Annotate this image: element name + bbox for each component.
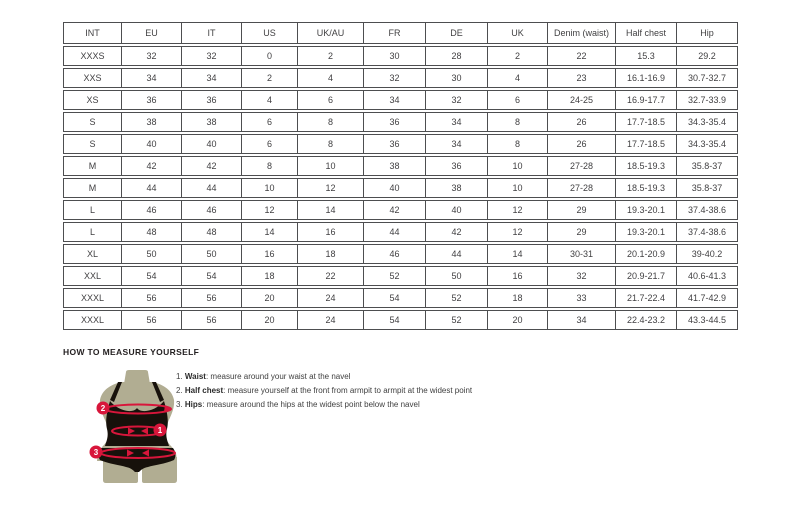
- size-cell: 54: [364, 310, 426, 330]
- size-cell: 56: [122, 288, 182, 308]
- size-cell: 6: [298, 90, 364, 110]
- size-cell: 56: [122, 310, 182, 330]
- size-cell: 56: [182, 310, 242, 330]
- size-cell: 18: [242, 266, 298, 286]
- size-cell: 0: [242, 46, 298, 66]
- size-cell: 8: [298, 134, 364, 154]
- size-cell: S: [63, 134, 122, 154]
- size-cell: 34.3-35.4: [677, 134, 738, 154]
- size-cell: 38: [426, 178, 488, 198]
- size-cell: 24: [298, 310, 364, 330]
- size-cell: 27-28: [548, 178, 616, 198]
- size-cell: 16.1-16.9: [616, 68, 677, 88]
- size-cell: 37.4-38.6: [677, 222, 738, 242]
- size-cell: 48: [122, 222, 182, 242]
- size-cell: 32: [364, 68, 426, 88]
- size-cell: 52: [426, 310, 488, 330]
- size-cell: 36: [122, 90, 182, 110]
- size-cell: 30: [426, 68, 488, 88]
- size-cell: 32.7-33.9: [677, 90, 738, 110]
- size-cell: 18.5-19.3: [616, 178, 677, 198]
- column-header: INT: [63, 22, 122, 44]
- measure-section-title: HOW TO MEASURE YOURSELF: [63, 347, 200, 357]
- size-cell: 32: [548, 266, 616, 286]
- size-cell: 44: [426, 244, 488, 264]
- step-label: Half chest: [184, 386, 224, 395]
- column-header: IT: [182, 22, 242, 44]
- size-cell: 20: [242, 288, 298, 308]
- measure-steps: [176, 372, 596, 414]
- column-header: EU: [122, 22, 182, 44]
- size-cell: 29.2: [677, 46, 738, 66]
- size-cell: 36: [182, 90, 242, 110]
- step-number: 3.: [176, 400, 185, 409]
- size-cell: XL: [63, 244, 122, 264]
- size-cell: 29: [548, 222, 616, 242]
- size-cell: 12: [298, 178, 364, 198]
- size-cell: 2: [242, 68, 298, 88]
- size-cell: 35.8-37: [677, 178, 738, 198]
- size-cell: 20: [488, 310, 548, 330]
- size-cell: 35.8-37: [677, 156, 738, 176]
- size-cell: L: [63, 200, 122, 220]
- size-cell: 8: [242, 156, 298, 176]
- size-cell: 24-25: [548, 90, 616, 110]
- table-row: [63, 134, 738, 154]
- table-row: [63, 222, 738, 242]
- size-cell: 38: [364, 156, 426, 176]
- size-cell: 26: [548, 112, 616, 132]
- size-cell: 2: [488, 46, 548, 66]
- measurement-figure: [88, 369, 186, 485]
- step-text: : measure around your waist at the navel: [205, 372, 351, 381]
- size-cell: XXXL: [63, 288, 122, 308]
- size-cell: 8: [298, 112, 364, 132]
- table-row: [63, 156, 738, 176]
- size-cell: 37.4-38.6: [677, 200, 738, 220]
- size-cell: 17.7-18.5: [616, 112, 677, 132]
- size-cell: 38: [182, 112, 242, 132]
- table-row: [63, 288, 738, 308]
- size-cell: 44: [122, 178, 182, 198]
- size-cell: 32: [182, 46, 242, 66]
- column-header: UK/AU: [298, 22, 364, 44]
- size-cell: 36: [364, 134, 426, 154]
- size-cell: 19.3-20.1: [616, 222, 677, 242]
- badge-1: [154, 424, 167, 437]
- size-table-body: [63, 46, 738, 330]
- size-cell: 36: [426, 156, 488, 176]
- size-cell: 21.7-22.4: [616, 288, 677, 308]
- size-cell: 54: [122, 266, 182, 286]
- size-cell: 22: [298, 266, 364, 286]
- column-header: DE: [426, 22, 488, 44]
- size-cell: 16: [488, 266, 548, 286]
- size-cell: 16: [298, 222, 364, 242]
- step-number: 2.: [176, 386, 185, 395]
- step-label: Hips: [184, 400, 203, 409]
- size-cell: 14: [242, 222, 298, 242]
- size-cell: 40: [122, 134, 182, 154]
- size-cell: XXXL: [63, 310, 122, 330]
- size-cell: 15.3: [616, 46, 677, 66]
- step-text: : measure yourself at the front from armpit to armpit at the widest point: [223, 386, 473, 395]
- size-cell: 4: [488, 68, 548, 88]
- size-cell: 28: [426, 46, 488, 66]
- badge-2: [97, 402, 110, 415]
- size-cell: 39-40.2: [677, 244, 738, 264]
- size-cell: 46: [182, 200, 242, 220]
- column-header: Half chest: [616, 22, 677, 44]
- size-cell: M: [63, 156, 122, 176]
- size-cell: 30: [364, 46, 426, 66]
- size-cell: 40: [182, 134, 242, 154]
- size-cell: 29: [548, 200, 616, 220]
- measure-step: [176, 372, 596, 381]
- size-cell: L: [63, 222, 122, 242]
- table-row: [63, 200, 738, 220]
- column-header: Denim (waist): [548, 22, 616, 44]
- size-cell: 42: [122, 156, 182, 176]
- size-cell: 40: [426, 200, 488, 220]
- size-chart-table: [63, 20, 738, 332]
- size-cell: 44: [364, 222, 426, 242]
- size-cell: 34.3-35.4: [677, 112, 738, 132]
- size-cell: 40: [364, 178, 426, 198]
- size-cell: 12: [488, 222, 548, 242]
- size-cell: 10: [298, 156, 364, 176]
- size-cell: 38: [122, 112, 182, 132]
- size-cell: 34: [182, 68, 242, 88]
- size-cell: 50: [122, 244, 182, 264]
- size-cell: 18.5-19.3: [616, 156, 677, 176]
- size-cell: 46: [122, 200, 182, 220]
- size-cell: 20: [242, 310, 298, 330]
- size-cell: 54: [182, 266, 242, 286]
- size-cell: 34: [426, 134, 488, 154]
- size-cell: XXXS: [63, 46, 122, 66]
- step-label: Waist: [184, 372, 206, 381]
- size-cell: 6: [242, 112, 298, 132]
- table-row: [63, 46, 738, 66]
- size-cell: XS: [63, 90, 122, 110]
- size-cell: 14: [298, 200, 364, 220]
- mannequin-illustration: [88, 369, 186, 485]
- measure-step: [176, 400, 596, 409]
- size-cell: S: [63, 112, 122, 132]
- size-cell: 30-31: [548, 244, 616, 264]
- size-cell: 34: [426, 112, 488, 132]
- size-cell: 50: [426, 266, 488, 286]
- column-header: US: [242, 22, 298, 44]
- size-cell: 18: [488, 288, 548, 308]
- size-cell: 34: [122, 68, 182, 88]
- size-cell: 10: [242, 178, 298, 198]
- size-cell: 52: [364, 266, 426, 286]
- table-row: [63, 310, 738, 330]
- size-cell: 4: [298, 68, 364, 88]
- step-number: 1.: [176, 372, 185, 381]
- measure-step: [176, 386, 596, 395]
- table-row: [63, 68, 738, 88]
- size-cell: 36: [364, 112, 426, 132]
- size-cell: 12: [242, 200, 298, 220]
- size-cell: 42: [364, 200, 426, 220]
- size-cell: M: [63, 178, 122, 198]
- size-cell: XXS: [63, 68, 122, 88]
- size-cell: 14: [488, 244, 548, 264]
- size-cell: 52: [426, 288, 488, 308]
- table-row: [63, 178, 738, 198]
- size-cell: 2: [298, 46, 364, 66]
- size-cell: 32: [426, 90, 488, 110]
- size-cell: 56: [182, 288, 242, 308]
- size-cell: 12: [488, 200, 548, 220]
- size-cell: 16: [242, 244, 298, 264]
- size-cell: 10: [488, 156, 548, 176]
- table-row: [63, 266, 738, 286]
- size-cell: 30.7-32.7: [677, 68, 738, 88]
- size-cell: 40.6-41.3: [677, 266, 738, 286]
- size-cell: 32: [122, 46, 182, 66]
- column-header: Hip: [677, 22, 738, 44]
- size-cell: 17.7-18.5: [616, 134, 677, 154]
- size-cell: 22: [548, 46, 616, 66]
- size-cell: 6: [488, 90, 548, 110]
- size-cell: 41.7-42.9: [677, 288, 738, 308]
- size-cell: 18: [298, 244, 364, 264]
- size-cell: 46: [364, 244, 426, 264]
- size-cell: 20.9-21.7: [616, 266, 677, 286]
- badge-3: [90, 446, 103, 459]
- size-cell: 23: [548, 68, 616, 88]
- size-cell: 16.9-17.7: [616, 90, 677, 110]
- size-cell: 19.3-20.1: [616, 200, 677, 220]
- size-cell: 48: [182, 222, 242, 242]
- size-cell: 34: [364, 90, 426, 110]
- size-cell: 8: [488, 112, 548, 132]
- badge-2-label: 2: [100, 404, 106, 413]
- size-cell: 33: [548, 288, 616, 308]
- size-cell: 20.1-20.9: [616, 244, 677, 264]
- size-cell: 50: [182, 244, 242, 264]
- badge-3-label: 3: [93, 448, 99, 457]
- size-cell: 4: [242, 90, 298, 110]
- size-cell: 22.4-23.2: [616, 310, 677, 330]
- table-row: [63, 90, 738, 110]
- size-cell: 10: [488, 178, 548, 198]
- size-table-header-row: [63, 22, 738, 44]
- column-header: FR: [364, 22, 426, 44]
- size-cell: 43.3-44.5: [677, 310, 738, 330]
- size-cell: 54: [364, 288, 426, 308]
- size-cell: 34: [548, 310, 616, 330]
- table-row: [63, 112, 738, 132]
- size-cell: 42: [426, 222, 488, 242]
- badge-1-label: 1: [157, 426, 163, 435]
- size-cell: 26: [548, 134, 616, 154]
- size-cell: 6: [242, 134, 298, 154]
- size-cell: 8: [488, 134, 548, 154]
- size-cell: 44: [182, 178, 242, 198]
- size-cell: 24: [298, 288, 364, 308]
- step-text: : measure around the hips at the widest point below the navel: [202, 400, 420, 409]
- size-cell: XXL: [63, 266, 122, 286]
- column-header: UK: [488, 22, 548, 44]
- size-cell: 42: [182, 156, 242, 176]
- size-cell: 27-28: [548, 156, 616, 176]
- table-row: [63, 244, 738, 264]
